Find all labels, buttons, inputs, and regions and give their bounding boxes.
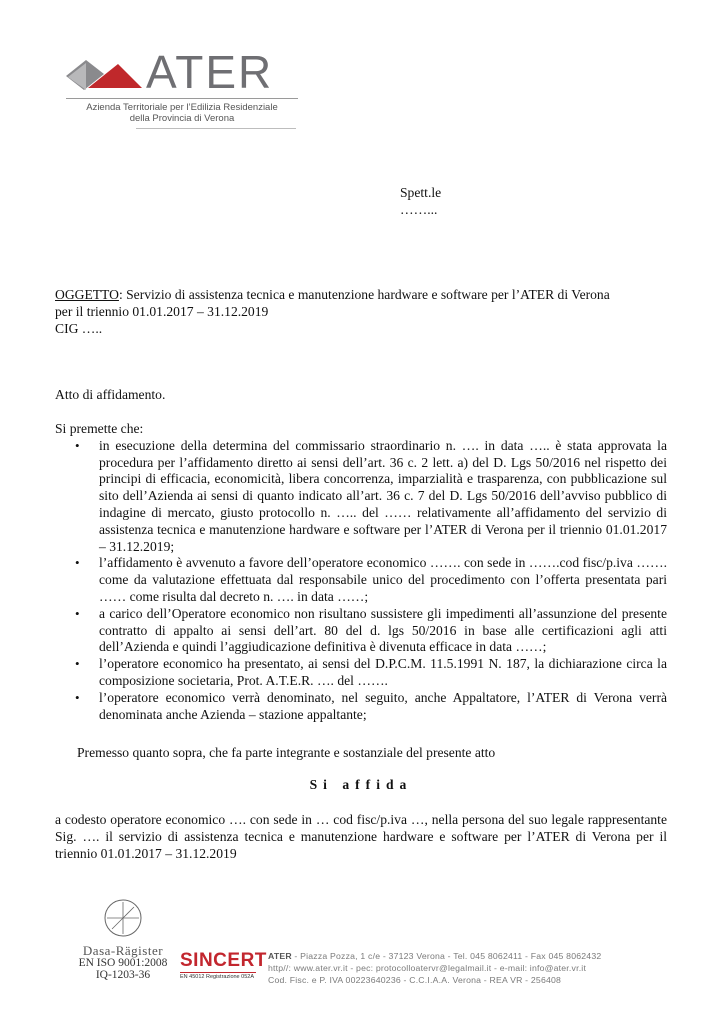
footer-address: - Piazza Pozza, 1 c/e - 37123 Verona - Tel. 045 8062411 - Fax 045 8062432 <box>291 951 602 961</box>
footer-company: ATER <box>268 951 292 961</box>
addressee-name: ……... <box>400 201 438 217</box>
footer-contact-info <box>268 950 648 986</box>
logo-subtitle-line1: Azienda Territoriale per l’Edilizia Residenziale <box>86 102 278 113</box>
ater-logo <box>66 46 306 130</box>
list-item: • a carico dell’Operatore economico non risultano sussistere gli impedimenti all’assunzione del presente contratto di appalto ai sensi dell’art. 80 del d. lgs 50/2016 in base alle certificazioni agli atti dell’Azienda e quindi l’aggiudicazione definitiva è divenuta efficace in data ……; <box>75 605 667 655</box>
sincert-wordmark: SINCERT <box>180 950 267 971</box>
affida-heading: Si affida <box>309 777 413 792</box>
cert-body-name: Dasa-Rägister <box>82 943 164 958</box>
cert-number: IQ-1203-36 <box>95 969 151 981</box>
bullet-icon: • <box>75 605 80 621</box>
list-item: • l’operatore economico ha presentato, ai sensi del D.P.C.M. 11.5.1991 N. 187, la dichiarazione circa la composizione societaria, Prot. A.T.E.R. …. del ……. <box>75 656 667 688</box>
addressee-salutation: Spett.le <box>400 185 442 200</box>
ater-logo-mark-icon <box>66 56 142 94</box>
list-item: • l’operatore economico verrà denominato, nel seguito, anche Appaltatore, l’ATER di Verona verrà denominata anche Azienda – stazione appaltante; <box>75 689 667 722</box>
bullet-icon: • <box>75 656 80 672</box>
subject-period: per il triennio 01.01.2017 – 31.12.2019 <box>55 303 269 319</box>
cert-standard: EN ISO 9001:2008 <box>78 957 168 969</box>
bullet-icon: • <box>75 555 80 571</box>
sincert-logo <box>180 950 267 980</box>
logo-subtitle-line2: della Provincia di Verona <box>129 113 235 124</box>
dasa-register-seal-icon <box>103 898 143 938</box>
certification-mark <box>78 898 168 981</box>
logo-wordmark: ATER <box>146 46 274 98</box>
bullet-icon: • <box>75 689 80 705</box>
premesso-paragraph: Premesso quanto sopra, che fa parte integrante e sostanziale del presente atto <box>77 745 496 760</box>
addressee-block <box>400 185 441 219</box>
list-item: • in esecuzione della determina del commissario straordinario n. …. in data ….. è stata approvata la procedura per l’affidamento diretto ai sensi dell’art. 36 c. 2 lett. a) del D. Lgs 50/2016 nel rispetto dei principi di efficacia, economicità, libera concorrenza, imparzialità e trasparenza, con pubblicazione sul sito dell’Azienda ai sensi di quanto indicato all’art. 36 c. 7 del D. Lgs 50/2016 dell’avviso pubblico di indagine di mercato, giusto protocollo n. ….. del …… relativamente all’affidamento del servizio di assistenza tecnica e manutenzione hardware e software per l’ATER di Verona per il triennio 01.01.2017 – 31.12.2019; <box>75 437 667 554</box>
bullet-icon: • <box>75 437 80 453</box>
premise-intro: Si premette che: <box>55 421 144 436</box>
closing-paragraph: a codesto operatore economico …. con sede in … cod fisc/p.iva …, nella persona del suo legale rappresentante Sig. …. il servizio di assistenza tecnica e manutenzione hardware e software per l’ATER di Verona per il triennio 01.01.2017 – 31.12.2019 <box>55 812 667 861</box>
subject-cig: CIG ….. <box>55 320 103 336</box>
subject-block <box>55 287 667 337</box>
footer-web-contacts: http//: www.ater.vr.it - pec: protocolloatervr@legalmail.it - e-mail: info@ater.vr.it <box>268 963 587 973</box>
document-heading: Atto di affidamento. <box>55 387 166 402</box>
premise-section <box>55 421 667 723</box>
premise-list <box>55 438 667 724</box>
list-item: • l’affidamento è avvenuto a favore dell’operatore economico ……. con sede in …….cod fisc/p.iva ……. come da valutazione effettuata dal responsabile unico del procedimento con l’offerta presentata pari …… come risulta dal decreto n. …. in data ……; <box>75 555 667 604</box>
subject-text: : Servizio di assistenza tecnica e manutenzione hardware e software per l’ATER di Verona <box>118 287 610 302</box>
subject-label: OGGETTO <box>55 287 119 302</box>
footer-tax-info: Cod. Fisc. e P. IVA 00223640236 - C.C.I.A.A. Verona - REA VR - 256408 <box>268 975 562 985</box>
sincert-registration: EN 45012 Registrazione 052A <box>180 974 254 980</box>
logo-divider <box>66 98 298 99</box>
logo-underline <box>136 128 296 129</box>
